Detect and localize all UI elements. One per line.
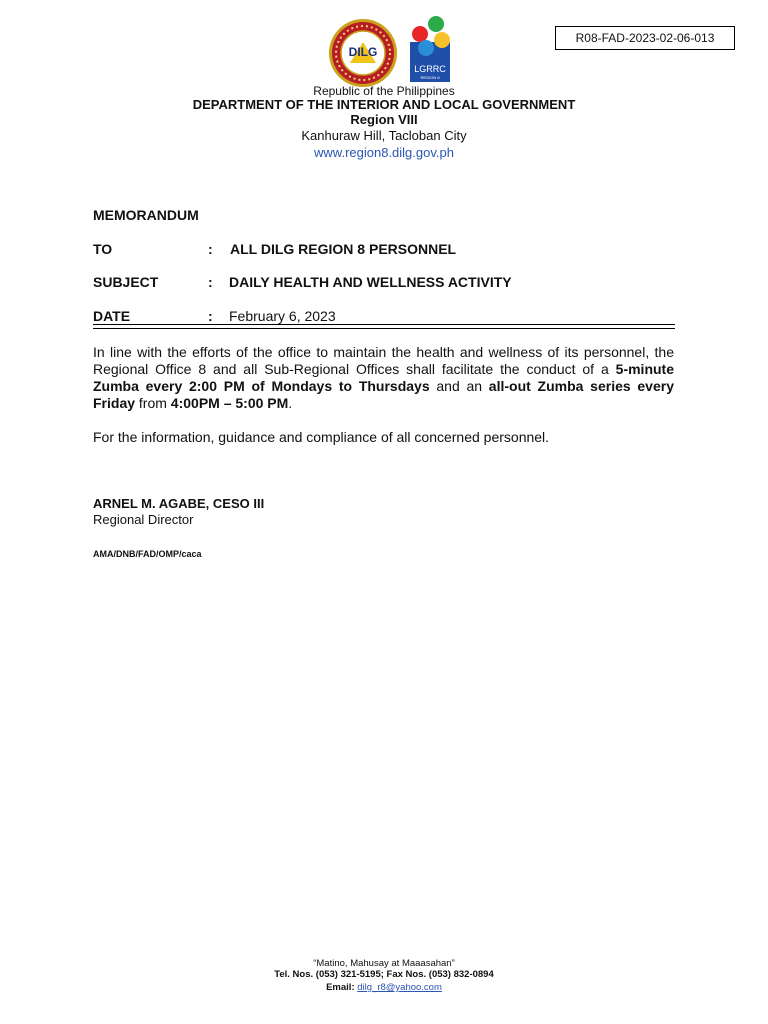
lgrrc-logo — [406, 14, 454, 82]
footer-email: Email: dilg_r8@yahoo.com — [326, 982, 442, 993]
friday-series: all-out Zumba series every Friday — [93, 378, 674, 411]
subject-label: SUBJECT — [93, 274, 159, 290]
reference-initials: AMA/DNB/FAD/OMP/caca — [93, 549, 202, 559]
seal-text: DILG — [348, 45, 378, 59]
to-value: ALL DILG REGION 8 PERSONNEL — [230, 241, 457, 257]
dilg-seal-logo — [328, 18, 398, 88]
signatory-name: ARNEL M. AGABE, CESO III — [93, 496, 265, 511]
header-address: Kanhuraw Hill, Tacloban City — [301, 128, 467, 143]
header-region: Region VIII — [350, 112, 418, 127]
body-paragraph-2: For the information, guidance and compliance of all concerned personnel. — [93, 429, 550, 445]
header-divider-bottom — [93, 328, 675, 329]
footer-email-link[interactable]: dilg_r8@yahoo.com — [357, 982, 442, 993]
header-republic: Republic of the Philippines — [313, 84, 455, 98]
footer-motto: “Matino, Mahusay at Maaasahan” — [313, 958, 455, 969]
to-colon: : — [208, 241, 213, 257]
header-department: DEPARTMENT OF THE INTERIOR AND LOCAL GOVERNMENT — [192, 97, 576, 112]
header-website-link[interactable]: www.region8.dilg.gov.ph — [314, 145, 454, 160]
memo-title: MEMORANDUM — [93, 207, 199, 223]
reference-code-box: R08-FAD-2023-02-06-013 — [555, 26, 735, 50]
subject-colon: : — [208, 274, 213, 290]
lgrrc-text: LGRRC — [414, 64, 446, 74]
subject-value: DAILY HEALTH AND WELLNESS ACTIVITY — [229, 274, 512, 290]
to-label: TO — [93, 241, 113, 257]
date-colon: : — [208, 308, 213, 324]
lgrrc-subtext: REGION 8 — [420, 75, 440, 80]
date-label: DATE — [93, 308, 131, 324]
date-value: February 6, 2023 — [229, 308, 336, 324]
weekday-schedule: 5-minute Zumba every 2:00 PM of Mondays to Thursdays — [93, 361, 674, 394]
body-paragraph-1: In line with the efforts of the office to maintain the health and wellness of its personnel, the Regional Office 8 and all Sub-Regional Offices shall facilitate the conduct of a 5-minute Zumba every 2:00 PM of Mondays to Thursdays and an all-out Zumba series every Friday from 4:00PM – 5:00 PM. — [93, 344, 674, 411]
signatory-title: Regional Director — [93, 512, 194, 527]
footer-phones: Tel. Nos. (053) 321-5195; Fax Nos. (053) 832-0894 — [274, 969, 494, 980]
friday-time: 4:00PM – 5:00 PM — [170, 395, 289, 411]
header-divider-top — [93, 324, 675, 325]
